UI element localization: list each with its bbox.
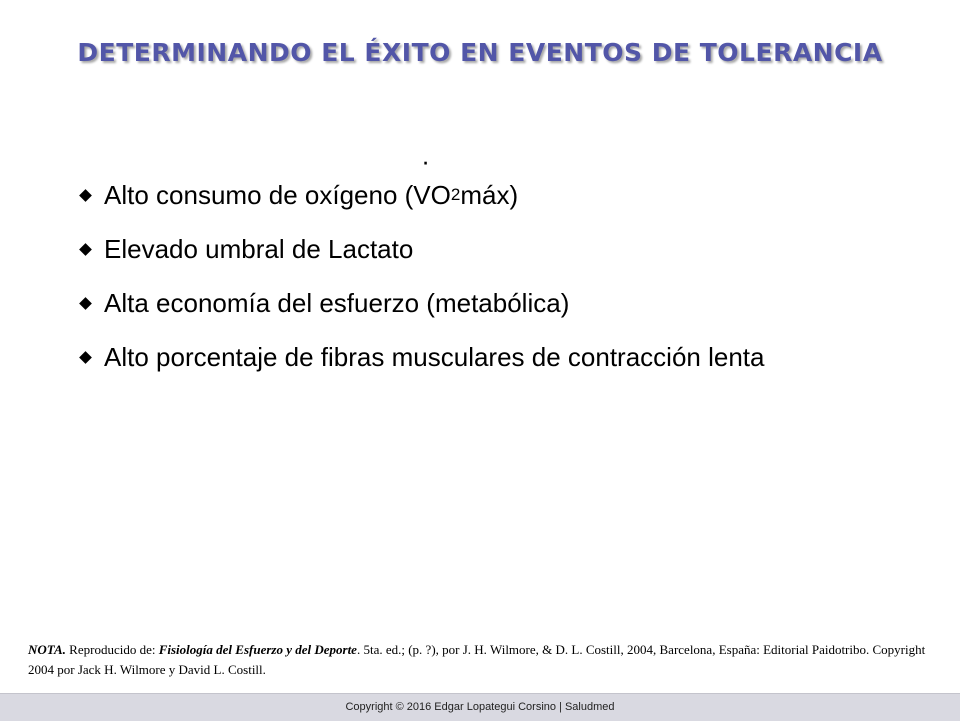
- bullet-item-vo2max: [78, 146, 764, 222]
- vo2-symbol: [413, 146, 431, 222]
- footer-bar: [0, 693, 960, 721]
- vo2-dot: ·: [421, 146, 430, 176]
- bullet-text: Alto porcentaje de fibras musculares de contracción lenta: [104, 342, 765, 372]
- diamond-bullet-icon: [79, 351, 92, 364]
- vo2-subscript: 2: [450, 185, 461, 204]
- diamond-bullet-icon: [79, 189, 92, 202]
- bullet-text-prefix: Alto consumo de oxígeno (: [104, 180, 414, 210]
- bullet-item-lactate: [78, 222, 764, 276]
- diamond-bullet-icon: [79, 297, 92, 310]
- bullet-text-suffix: máx): [460, 180, 519, 210]
- source-note: [28, 640, 938, 680]
- slide-title: DETERMINANDO EL ÉXITO EN EVENTOS DE TOLERANCIA: [77, 38, 883, 67]
- note-lead: Reproducido de:: [65, 642, 159, 657]
- note-book-title: Fisiología del Esfuerzo y del Deporte: [158, 642, 357, 657]
- vo2-o: O: [430, 180, 451, 210]
- note-label: NOTA.: [28, 642, 66, 657]
- diamond-bullet-icon: [79, 243, 92, 256]
- vo2-v: V: [413, 180, 431, 210]
- footer-copyright: Copyright © 2016 Edgar Lopategui Corsino | Saludmed: [345, 701, 615, 713]
- bullet-text: Alta economía del esfuerzo (metabólica): [104, 288, 570, 318]
- bullet-list: [78, 146, 765, 384]
- bullet-item-economy: [78, 276, 764, 330]
- note-details: . 5ta. ed.; (p. ?), por J. H. Wilmore, & D. L. Costill, 2004, Barcelona, España: Editorial Paidotribo. Copyright 2004 por Jack H. Wilmore y David L. Costill.: [28, 642, 926, 677]
- bullet-text: Elevado umbral de Lactato: [104, 234, 414, 264]
- bullet-item-slow-fibers: [78, 330, 764, 384]
